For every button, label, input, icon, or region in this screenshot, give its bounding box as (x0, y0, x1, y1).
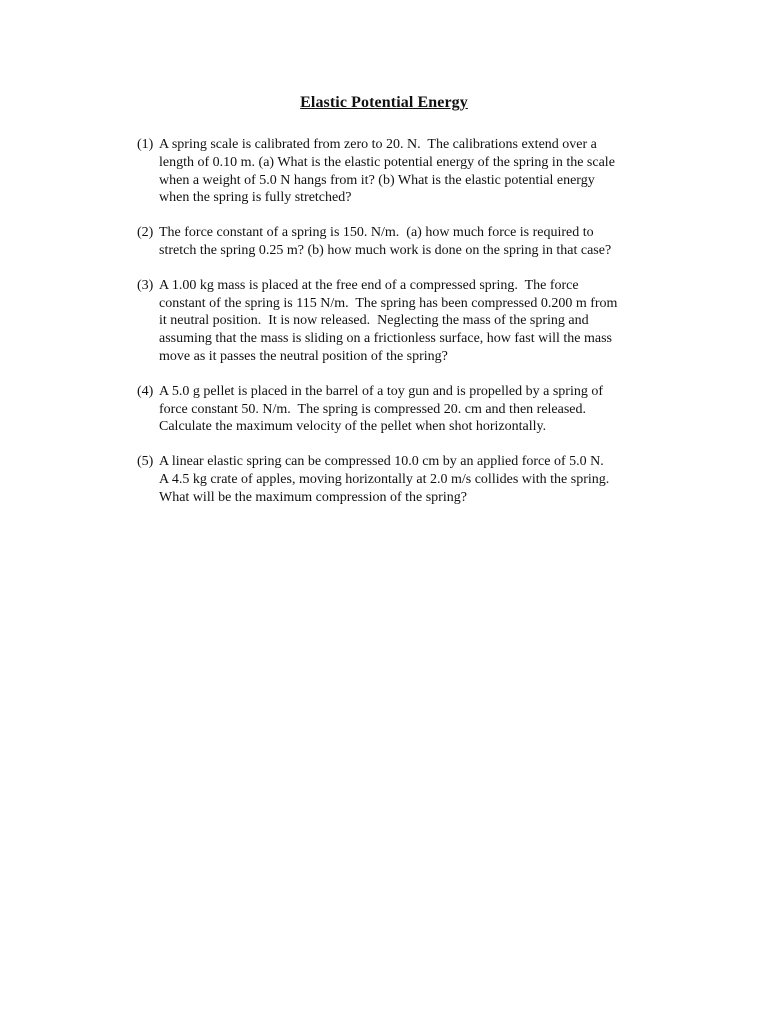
problem-number: (4) (137, 383, 154, 399)
problem-line: when a weight of 5.0 N hangs from it? (b) What is the elastic potential energy (159, 172, 595, 188)
problem-number: (5) (137, 454, 154, 470)
problem-text (159, 224, 657, 260)
problem-number: (2) (137, 225, 154, 241)
problem-line: when the spring is fully stretched? (159, 190, 352, 206)
problem-line: stretch the spring 0.25 m? (b) how much work is done on the spring in that case? (159, 242, 612, 258)
problem-text (159, 453, 657, 506)
problem-list (137, 136, 657, 524)
problem-line: A 4.5 kg crate of apples, moving horizontally at 2.0 m/s collides with the spring. (159, 471, 610, 487)
problem-line: length of 0.10 m. (a) What is the elastic potential energy of the spring in the scale (159, 154, 615, 170)
problem-line: move as it passes the neutral position of the spring? (159, 348, 448, 364)
problem-line: A spring scale is calibrated from zero to 20. N. The calibrations extend over a (159, 137, 597, 152)
problem-text (159, 136, 657, 207)
problem-line: What will be the maximum compression of the spring? (159, 489, 467, 505)
problem-line: The force constant of a spring is 150. N/m. (a) how much force is required to (159, 225, 594, 241)
problem-line: force constant 50. N/m. The spring is compressed 20. cm and then released. (159, 401, 587, 417)
problem-line: constant of the spring is 115 N/m. The spring has been compressed 0.200 m from (159, 295, 618, 311)
problem-line: A 1.00 kg mass is placed at the free end of a compressed spring. The force (159, 277, 579, 293)
problem-item (137, 277, 657, 366)
problem-item (137, 383, 657, 436)
problem-number: (1) (137, 137, 154, 152)
problem-line: it neutral position. It is now released. Neglecting the mass of the spring and (159, 313, 589, 329)
page-title: Elastic Potential Energy (300, 94, 468, 111)
problem-line: assuming that the mass is sliding on a frictionless surface, how fast will the mass (159, 331, 612, 347)
problem-number: (3) (137, 277, 154, 293)
problem-item (137, 136, 657, 207)
problem-text (159, 383, 657, 436)
problem-text (159, 277, 657, 366)
problem-item (137, 453, 657, 506)
problem-line: Calculate the maximum velocity of the pellet when shot horizontally. (159, 419, 547, 435)
problem-line: A linear elastic spring can be compressed 10.0 cm by an applied force of 5.0 N. (159, 454, 604, 470)
problem-line: A 5.0 g pellet is placed in the barrel of a toy gun and is propelled by a spring of (159, 383, 604, 399)
problem-item (137, 224, 657, 260)
